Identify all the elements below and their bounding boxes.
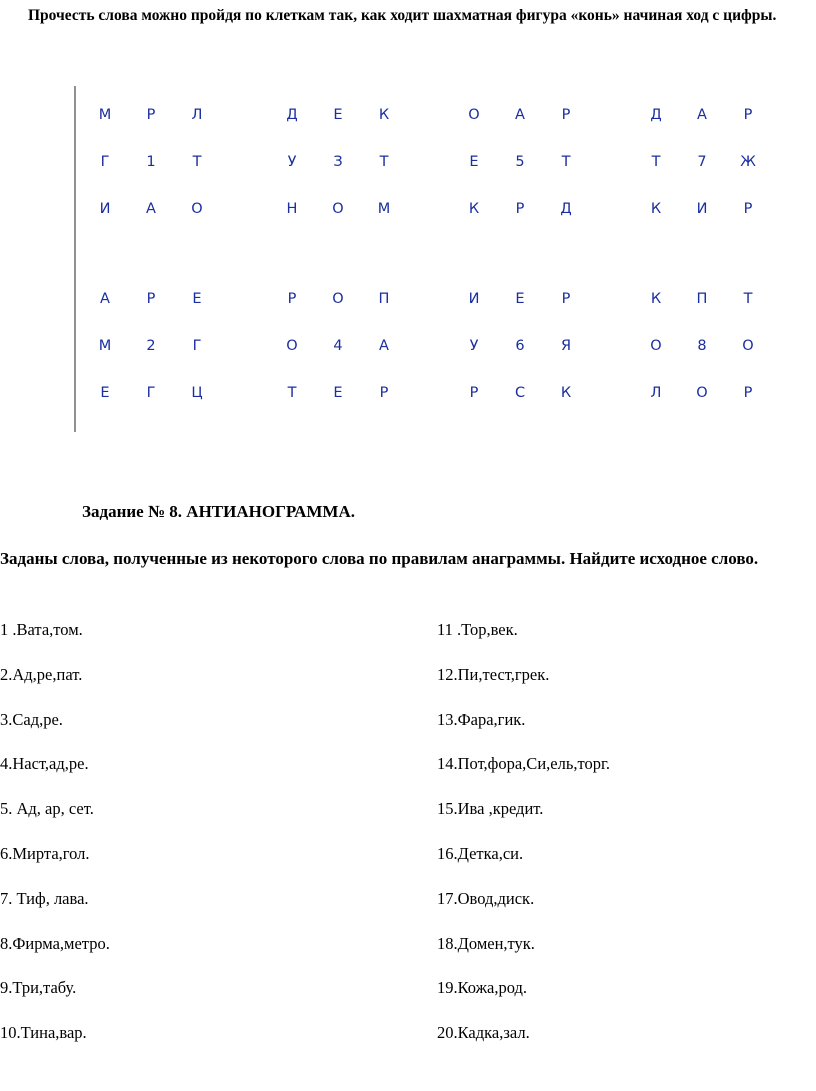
- grid-cell: Д: [560, 201, 572, 217]
- grid-cell: Р: [561, 291, 571, 307]
- anagram-item: 6.Мирта,гол.: [0, 844, 90, 863]
- grid-cell: А: [697, 107, 707, 123]
- grid-cell: У: [469, 338, 479, 354]
- grid-cell: О: [696, 385, 708, 401]
- grid-cell: Н: [286, 201, 298, 217]
- grid-cell: Л: [650, 385, 662, 401]
- grid-cell: 7: [697, 154, 707, 170]
- grid-cell: К: [468, 201, 480, 217]
- grid-cell: Л: [191, 107, 203, 123]
- grid-cell: Е: [100, 385, 110, 401]
- grid-cell: С: [514, 385, 526, 401]
- anagram-item: 1 .Вата,том.: [0, 620, 83, 639]
- task-title: Задание № 8. АНТИАНОГРАММА.: [82, 502, 355, 521]
- grid-cell: Д: [286, 107, 298, 123]
- grid-cell: Ц: [191, 385, 203, 401]
- anagram-item: 10.Тина,вар.: [0, 1023, 87, 1043]
- grid-cell: Д: [650, 107, 662, 123]
- grid-cell: М: [98, 107, 112, 123]
- grid-cell: Р: [743, 385, 753, 401]
- anagram-item: 4.Наст,ад,ре.: [0, 754, 89, 774]
- anagram-item: 17.Овод,диск.: [437, 888, 535, 908]
- grid-cell: Т: [379, 154, 389, 170]
- grid-cell: 6: [515, 338, 525, 354]
- grid-cell: Т: [743, 291, 753, 307]
- grid-cell: И: [468, 291, 480, 307]
- anagram-item: 16.Детка,си.: [437, 844, 524, 863]
- anagram-item: 3.Сад,ре.: [0, 709, 63, 729]
- anagram-item: 11 .Тор,век.: [437, 620, 518, 639]
- grid-cell: О: [332, 291, 344, 307]
- grid-cell: Е: [333, 107, 343, 123]
- grid-cell: К: [378, 107, 390, 123]
- grid-cell: У: [287, 154, 297, 170]
- anagram-item: 18.Домен,тук.: [437, 933, 535, 953]
- grid-cell: П: [696, 291, 708, 307]
- anagram-item: 7. Тиф, лава.: [0, 888, 89, 908]
- grid-cell: М: [377, 201, 391, 217]
- grid-cell: Г: [192, 338, 202, 354]
- grid-cell: О: [650, 338, 662, 354]
- grid-cell: Р: [743, 107, 753, 123]
- grid-cell: Я: [560, 338, 572, 354]
- grid-cell: О: [191, 201, 203, 217]
- anagram-item: 9.Три,табу.: [0, 978, 77, 998]
- grid-cell: Р: [469, 385, 479, 401]
- grid-cell: Е: [333, 385, 343, 401]
- grid-cell: 1: [146, 154, 156, 170]
- grid-cell: О: [332, 201, 344, 217]
- anagram-item: 13.Фара,гик.: [437, 709, 526, 729]
- grid-cell: Г: [100, 154, 110, 170]
- grid-cell: Р: [743, 201, 753, 217]
- grid-cell: Ж: [740, 154, 756, 170]
- grid-cell: А: [379, 338, 389, 354]
- grid-cell: 2: [146, 338, 156, 354]
- grid-cell: Р: [146, 291, 156, 307]
- grid-cell: Т: [561, 154, 571, 170]
- anagram-item: 5. Ад, ар, сет.: [0, 799, 94, 819]
- grid-cell: А: [100, 291, 110, 307]
- grid-cell: Т: [192, 154, 202, 170]
- grid-cell: И: [696, 201, 708, 217]
- grid-cell: М: [98, 338, 112, 354]
- grid-cell: Р: [515, 201, 525, 217]
- grid-cell: О: [286, 338, 298, 354]
- grid-cell: Р: [379, 385, 389, 401]
- anagram-item: 8.Фирма,метро.: [0, 933, 110, 953]
- grid-cell: П: [378, 291, 390, 307]
- grid-cell: 4: [333, 338, 343, 354]
- grid-cell: А: [146, 201, 156, 217]
- anagram-item: 19.Кожа,род.: [437, 978, 528, 998]
- grid-cell: О: [742, 338, 754, 354]
- grid-cell: Е: [469, 154, 479, 170]
- anagram-item: 15.Ива ,кредит.: [437, 799, 544, 819]
- grid-cell: А: [515, 107, 525, 123]
- grid-cell: И: [99, 201, 111, 217]
- grid-cell: К: [650, 201, 662, 217]
- grid-cell: 5: [515, 154, 525, 170]
- task-text: Заданы слова, полученные из некоторого слова по правилам анаграммы. Найдите исходное слово.: [0, 549, 759, 568]
- vertical-rule: [74, 86, 76, 432]
- knight-grids: [0, 0, 816, 440]
- grid-cell: Т: [651, 154, 661, 170]
- grid-cell: Т: [287, 385, 297, 401]
- anagram-item: 20.Кадка,зал.: [437, 1023, 530, 1043]
- grid-cell: Р: [146, 107, 156, 123]
- grid-cell: Г: [146, 385, 156, 401]
- grid-cell: К: [560, 385, 572, 401]
- grid-cell: Е: [192, 291, 202, 307]
- grid-cell: К: [650, 291, 662, 307]
- intro-text: Прочесть слова можно пройдя по клеткам так, как ходит шахматная фигура «конь» начиная ход с цифры.: [28, 7, 777, 24]
- grid-cell: З: [333, 154, 343, 170]
- anagram-item: 14.Пот,фора,Си,ель,торг.: [437, 754, 611, 774]
- grid-cell: 8: [697, 338, 707, 354]
- grid-cell: Р: [561, 107, 571, 123]
- grid-cell: Р: [287, 291, 297, 307]
- anagram-item: 2.Ад,ре,пат.: [0, 664, 83, 684]
- grid-cell: О: [468, 107, 480, 123]
- anagram-item: 12.Пи,тест,грек.: [437, 664, 550, 684]
- grid-cell: Е: [515, 291, 525, 307]
